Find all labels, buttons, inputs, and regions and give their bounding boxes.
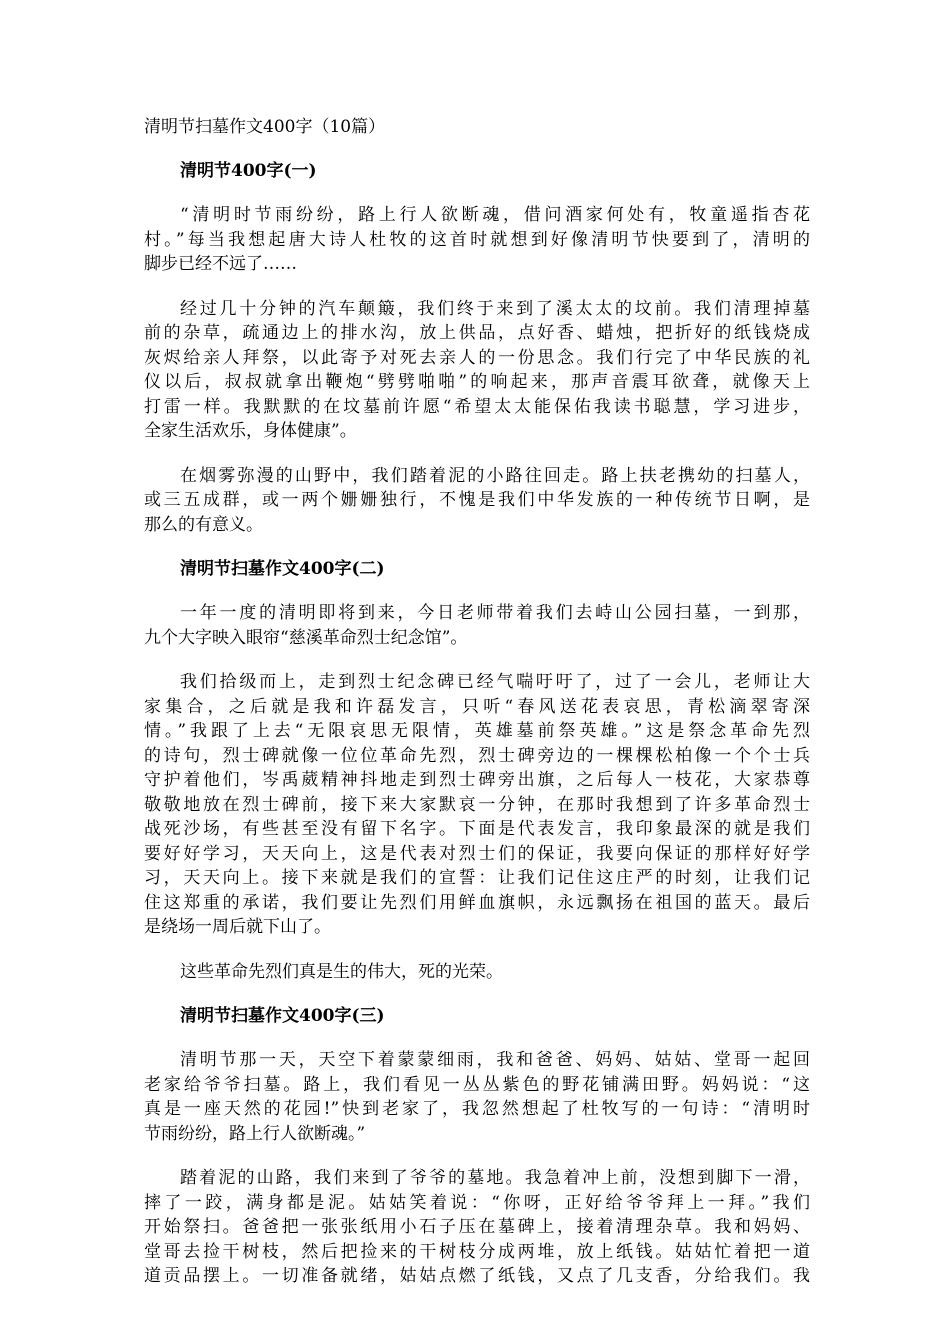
section-heading: 清明节扫墓作文400字(二) xyxy=(180,559,385,579)
paragraph-line: 情。”我跟了上去“无限哀思无限情，英雄墓前祭英雄。”这是祭念革命先烈 xyxy=(144,721,810,741)
paragraph xyxy=(144,297,810,444)
section-heading: 清明节扫墓作文400字(三) xyxy=(180,1006,385,1026)
paragraph-line: 全家生活欢乐，身体健康”。 xyxy=(144,421,357,441)
paragraph xyxy=(144,1048,810,1146)
paragraph-line: 是绕场一周后就下山了。 xyxy=(144,917,331,937)
paragraph-line: 九个大字映入眼帘“慈溪革命烈士纪念馆”。 xyxy=(144,627,468,648)
paragraph-line: 那么的有意义。 xyxy=(144,514,263,535)
paragraph xyxy=(144,670,810,940)
paragraph xyxy=(144,464,810,538)
paragraph-line: 清明节那一天，天空下着蒙蒙细雨，我和爸爸、妈妈、姑姑、堂哥一起回 xyxy=(180,1050,810,1070)
document-page xyxy=(144,115,810,1309)
paragraph-line: 我们拾级而上，走到烈士纪念碑已经气喘吁吁了，过了一会儿，老师让大 xyxy=(180,672,810,692)
paragraph-line: 家集合，之后就是我和许磊发言，只听“春风送花表哀思，青松滴翠寄深 xyxy=(144,696,810,717)
paragraph-line: 这些革命先烈们真是生的伟大，死的光荣。 xyxy=(180,961,503,982)
paragraph-line: 的诗句，烈士碑就像一位位革命先烈，烈士碑旁边的一棵棵松柏像一个个士兵 xyxy=(144,745,810,766)
paragraph-line: 节雨纷纷，路上行人欲断魂。” xyxy=(144,1123,366,1144)
paragraph-line: 仪以后，叔叔就拿出鞭炮“劈劈啪啪”的响起来，那声音震耳欲聋，就像天上 xyxy=(144,372,810,392)
paragraph-line: 摔了一跤，满身都是泥。姑姑笑着说：“你呀，正好给爷爷拜上一拜。”我们 xyxy=(144,1192,810,1213)
paragraph-line: 脚步已经不远了…… xyxy=(144,254,297,274)
paragraph xyxy=(144,203,810,277)
paragraph-line: 或三五成群，或一两个姗姗独行，不愧是我们中华发族的一种传统节日啊，是 xyxy=(144,490,810,510)
paragraph-line: 前的杂草，疏通边上的排水沟，放上供品，点好香、蜡烛，把折好的纸钱烧成 xyxy=(144,323,810,343)
paragraph xyxy=(144,601,810,650)
paragraph-line: 要好好学习，天天向上，这是代表对烈士们的保证，我要向保证的那样好好学 xyxy=(144,843,810,864)
paragraph-line: 习，天天向上。接下来就是我们的宣誓：让我们记住这庄严的时刻，让我们记 xyxy=(144,868,810,888)
paragraph-line: 敬敬地放在烈士碑前，接下来大家默哀一分钟，在那时我想到了许多革命烈士 xyxy=(144,794,810,815)
paragraph-line: 开始祭扫。爸爸把一张张纸用小石子压在墓碑上，接着清理杂草。我和妈妈、 xyxy=(144,1217,810,1237)
document-title: 清明节扫墓作文400字（10篇） xyxy=(144,117,386,137)
paragraph-line: 真是一座天然的花园!”快到老家了，我忽然想起了杜牧写的一句诗：“清明时 xyxy=(144,1099,810,1119)
paragraph-line: 堂哥去捡干树枝，然后把捡来的干树枝分成两堆，放上纸钱。姑姑忙着把一道 xyxy=(144,1241,810,1262)
paragraph-line: 住这郑重的承诺，我们要让先烈们用鲜血旗帜，永远飘扬在祖国的蓝天。最后 xyxy=(144,892,810,913)
paragraph-line: “清明时节雨纷纷，路上行人欲断魂，借问酒家何处有，牧童遥指杏花 xyxy=(180,205,810,225)
section-heading: 清明节400字(一) xyxy=(180,161,317,181)
paragraph-line: 打雷一样。我默默的在坟墓前许愿“希望太太能保佑我读书聪慧，学习进步， xyxy=(144,396,810,417)
paragraph xyxy=(144,1166,810,1289)
paragraph xyxy=(144,960,810,985)
paragraph-line: 在烟雾弥漫的山野中，我们踏着泥的小路往回走。路上扶老携幼的扫墓人， xyxy=(180,465,810,486)
paragraph-line: 老家给爷爷扫墓。路上，我们看见一丛丛紫色的野花铺满田野。妈妈说：“这 xyxy=(144,1074,810,1095)
paragraph-line: 一年一度的清明即将到来，今日老师带着我们去峙山公园扫墓，一到那， xyxy=(180,603,810,623)
paragraph-line: 灰烬给亲人拜祭，以此寄予对死去亲人的一份思念。我们行完了中华民族的礼 xyxy=(144,347,810,368)
paragraph-line: 村。”每当我想起唐大诗人杜牧的这首时就想到好像清明节快要到了，清明的 xyxy=(144,229,810,250)
paragraph-line: 道贡品摆上。一切准备就绪，姑姑点燃了纸钱，又点了几支香，分给我们。我 xyxy=(144,1266,810,1286)
document-body xyxy=(144,159,810,1289)
paragraph-line: 守护着他们，岑禹葳精神抖地走到烈士碑旁出旗，之后每人一枝花，大家恭尊 xyxy=(144,770,810,790)
paragraph-line: 战死沙场，有些甚至没有留下名字。下面是代表发言，我印象最深的就是我们 xyxy=(144,819,810,839)
paragraph-line: 踏着泥的山路，我们来到了爷爷的墓地。我急着冲上前，没想到脚下一滑， xyxy=(180,1168,810,1188)
paragraph-line: 经过几十分钟的汽车颠簸，我们终于来到了溪太太的坟前。我们清理掉墓 xyxy=(180,298,810,319)
